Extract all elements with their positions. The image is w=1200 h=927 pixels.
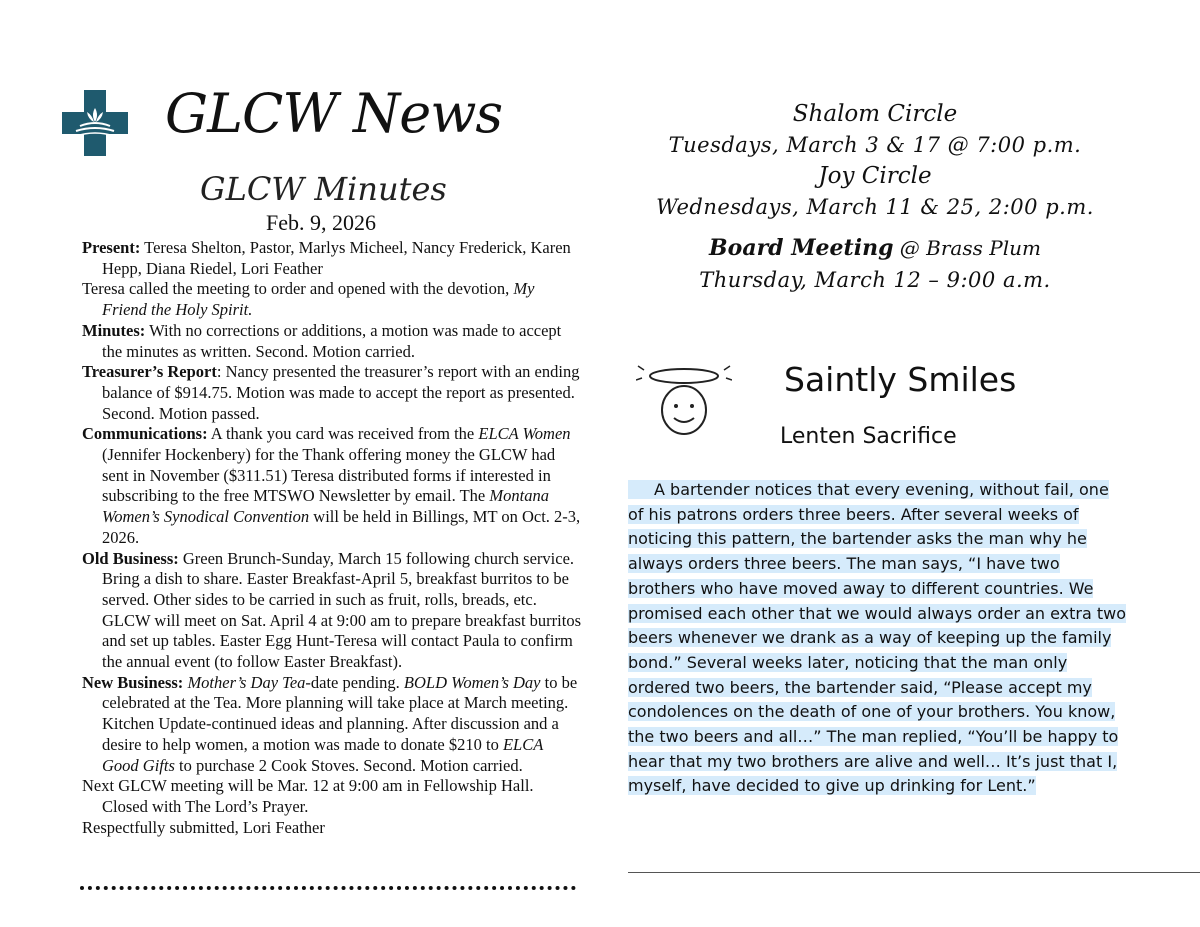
minutes-paragraph — [82, 321, 582, 362]
dotted-divider — [80, 886, 576, 890]
halo-smiley-icon — [636, 362, 732, 442]
next-meeting-paragraph: Next GLCW meeting will be Mar. 12 at 9:00 am in Fellowship Hall. Closed with The Lord’s Prayer. — [82, 776, 534, 816]
mothers-day-tea: Mother’s Day Tea — [187, 672, 306, 692]
new-business-label: New Business: — [82, 672, 184, 692]
lenten-sacrifice-subtitle: Lenten Sacrifice — [780, 424, 957, 449]
saintly-smiles-title: Saintly Smiles — [784, 360, 1017, 399]
communications-label: Communications: — [82, 424, 208, 444]
bold-womens-day: BOLD Women’s Day — [403, 672, 541, 692]
minutes-label: Minutes: — [82, 320, 146, 340]
elca-women-name: ELCA Women — [478, 424, 571, 444]
shalom-circle-time: Tuesdays, March 3 & 17 @ 7:00 p.m. — [668, 133, 1082, 157]
minutes-date: Feb. 9, 2026 — [266, 210, 376, 235]
joke-text: A bartender notices that every evening, without fail, one of his patrons orders three beers. After several weeks of noticing this pattern, the bartender asks the man why he always orders three beers. The man says, “I have two brothers who have moved away to different countries. We promised each other that we would always order an extra two beers whenever we drank as a way of keeping up the family bond.” Several weeks later, noticing that the man only ordered two beers, the bartender said, “Please accept my condolences on the death of one of your brothers. You know, the two beers and all…” The man replied, “You’ll be happy to hear that my two brothers are alive and well… It’s just that I, myself, have decided to give up drinking for Lent.” — [628, 480, 1127, 796]
treasurer-label: Treasurer’s Report — [82, 362, 217, 382]
communications-paragraph — [82, 424, 582, 548]
old-business-paragraph — [82, 549, 582, 673]
present-text: Teresa Shelton, Pastor, Marlys Micheel, Nancy Frederick, Karen Hepp, Diana Riedel, Lori Feather — [102, 238, 571, 278]
communications-text: will be held in Billings, MT on Oct. 2-3, 2026. — [102, 507, 581, 547]
joy-circle-time: Wednesdays, March 11 & 25, 2:00 p.m. — [656, 195, 1094, 219]
joke-text-block — [628, 478, 1128, 799]
board-meeting-label: Board Meeting — [709, 235, 894, 261]
devotion-title: My Friend the Holy Spirit. — [102, 279, 535, 320]
new-business-text: -date pending. — [305, 672, 404, 692]
minutes-heading: GLCW Minutes — [200, 170, 447, 208]
board-meeting-location: @ Brass Plum — [893, 236, 1041, 260]
minutes-body — [82, 238, 582, 838]
minutes-text: With no corrections or additions, a motion was made to accept the minutes as written. Second. Motion carried. — [102, 320, 562, 361]
old-business-text: Green Brunch-Sunday, March 15 following church service. Bring a dish to share. Easter Breakfast-April 5, breakfast burritos to be served. Other sides to be carried in such as fruit, rolls, breads, etc. GLCW will meet on Sat. April 4 at 9:00 am to prepare breakfast burritos and set up tables. Easter Egg Hunt-Teresa will contact Paula to confirm the annual event (to follow Easter Breakfast). — [102, 548, 581, 672]
present-paragraph — [82, 238, 582, 279]
joy-circle-name: Joy Circle — [818, 163, 932, 189]
horizontal-rule — [628, 872, 1200, 873]
convention-name: Montana Women’s Synodical Convention — [102, 486, 549, 527]
board-meeting-time: Thursday, March 12 – 9:00 a.m. — [699, 268, 1051, 292]
newsletter-title: GLCW News — [165, 82, 503, 145]
communications-text: A thank you card was received from the — [207, 424, 479, 444]
circle-schedule — [640, 98, 1110, 295]
new-business-text: to be celebrated at the Tea. More planning will take place at March meeting. Kitchen Update-continued ideas and planning. After discussion and a desire to help women, a motion was made to donate $210 to — [102, 672, 578, 754]
old-business-label: Old Business: — [82, 548, 179, 568]
new-business-text: to purchase 2 Cook Stoves. Second. Motion carried. — [174, 755, 523, 775]
treasurer-paragraph — [82, 362, 582, 424]
opening-paragraph — [82, 279, 582, 320]
board-meeting-line — [640, 232, 1110, 265]
submitted-by: Respectfully submitted, Lori Feather — [82, 817, 325, 837]
new-business-paragraph — [82, 673, 582, 777]
elca-good-gifts: ELCA Good Gifts — [102, 734, 544, 775]
elca-cross-logo-icon — [62, 90, 128, 156]
opening-text: Teresa called the meeting to order and opened with the devotion, — [82, 279, 514, 299]
treasurer-text: : Nancy presented the treasurer’s report with an ending balance of $914.75. Motion was made to accept the report as presented. Second. Motion passed. — [102, 362, 580, 423]
present-label: Present: — [82, 238, 141, 257]
shalom-circle-name: Shalom Circle — [792, 101, 958, 127]
communications-text: (Jennifer Hockenbery) for the Thank offering money the GLCW had sent in November ($311.51) Teresa distributed forms if interested in subscribing to the free MTSWO Newsletter by email. The — [102, 445, 556, 506]
